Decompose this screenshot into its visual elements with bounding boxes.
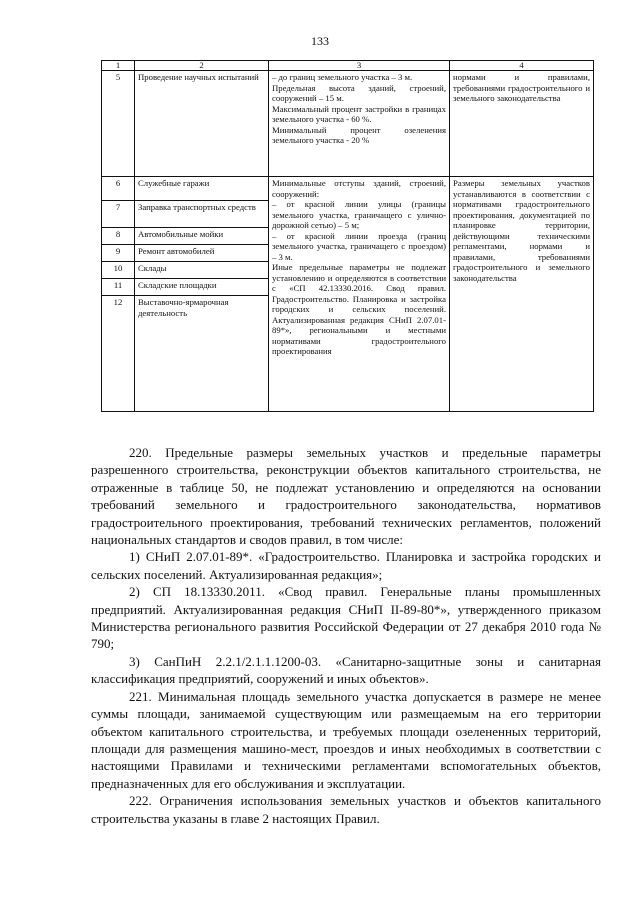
row-number: 10 [102, 262, 135, 279]
column-header: 1 [102, 61, 135, 71]
use-type-name: Склады [135, 262, 269, 279]
paragraph: 221. Минимальная площадь земельного участка допускается в размере не менее суммы площади, занимаемой существующим или размещаемым на его территории объектом капитального строительства, и требуемых площади озелененных территорий, площади для размещения машино-мест, проездов и иных необходимых в соответствии с настоящими Правилами и техническими регламентами вспомогательных объектов, предназначенных для его обслуживания и эксплуатации. [91, 688, 601, 791]
row-number: 7 [102, 201, 135, 228]
use-type-name: Заправка транспортных средств [135, 201, 269, 228]
parameter-line: – до границ земельного участка – 3 м. [272, 72, 413, 82]
use-type-name: Служебные гаражи [135, 177, 269, 201]
paragraph: 1) СНиП 2.07.01-89*. «Градостроительство. Планировка и застройка городских и сельских поселений. Актуализированная редакция»; [91, 549, 601, 582]
row-number: 9 [102, 245, 135, 262]
column-header: 2 [135, 61, 269, 71]
use-type-name: Складские площадки [135, 279, 269, 296]
row-number: 8 [102, 228, 135, 245]
parameter-line: – от красной линии проезда (границ земельного участка, граничащего с проездом) – 3 м. [272, 230, 446, 262]
paragraph: 2) СП 18.13330.2011. «Свод правил. Генеральные планы промышленных предприятий. Актуализированная редакция СНиП II-89-80*», утвержденного приказом Министерства регионального развития Российской Федерации от 27 декабря 2010 года № 790; [91, 584, 601, 652]
regulations-table [101, 60, 594, 412]
row-number: 11 [102, 279, 135, 296]
parameter-line: – от красной линии улицы (границы земельного участка, граничащего с улично-дорожной сетью) – 5 м; [272, 199, 446, 230]
paragraph: 3) СанПиН 2.2.1/2.1.1.1200-03. «Санитарно-защитные зоны и санитарная классификация предприятий, сооружений и иных объектов». [91, 653, 601, 687]
column-header: 3 [269, 61, 450, 71]
requirements-cell: нормами и правилами, требованиями градостроительного и земельного законодательства [450, 71, 594, 177]
paragraph: 222. Ограничения использования земельных участков и объектов капитального строительства указаны в главе 2 настоящих Правил. [91, 793, 601, 826]
table-row [102, 71, 594, 177]
parameters-cell [269, 71, 450, 177]
parameter-line: Предельная высота зданий, строений, сооружений – 15 м. [272, 82, 446, 103]
parameter-line: Максимальный процент застройки в границах земельного участка - 60 %. [272, 103, 446, 124]
parameter-line: Минимальный процент озеленения земельного участка - 20 % [272, 124, 446, 145]
requirements-cell: Размеры земельных участков устанавливаются в соответствии с нормативами градостроительного проектирования, документацией по планировке территории, действующими техническими регламентами, нормами и правилами, требованиями градостроительного и земельного законодательства [450, 177, 594, 412]
table-header-row [102, 61, 594, 71]
use-type-name: Проведение научных испытаний [135, 71, 269, 177]
body-text [91, 444, 601, 827]
parameters-cell [269, 177, 450, 412]
use-type-name: Выставочно-ярмарочная деятельность [135, 296, 269, 412]
parameter-line: Минимальные отступы зданий, строений, сооружений: [272, 178, 446, 199]
row-number: 12 [102, 296, 135, 412]
use-type-name: Ремонт автомобилей [135, 245, 269, 262]
parameter-line: Иные предельные параметры не подлежат установлению и определяются в соответствии с «СП 42.13330.2016. Свод правил. Градостроительство. Планировка и застройка городских и сельских поселений. Актуализированная редакция СНиП 2.07.01-89*», региональными и местными нормативами градостроительного проектирования [272, 262, 446, 356]
use-type-name: Автомобильные мойки [135, 228, 269, 245]
paragraph: 220. Предельные размеры земельных участков и предельные параметры разрешенного строительства, реконструкции объектов капитального строительства, не отраженные в таблице 50, не подлежат установлению и определяются на основании требований земельного и градостроительного законодательства, нормативов градостроительного проектирования, требований технических регламентов, положений национальных стандартов и сводов правил, в том числе: [91, 445, 601, 548]
row-number: 5 [102, 71, 135, 177]
page-number: 133 [311, 34, 329, 48]
row-number: 6 [102, 177, 135, 201]
table-row [102, 177, 594, 201]
column-header: 4 [450, 61, 594, 71]
